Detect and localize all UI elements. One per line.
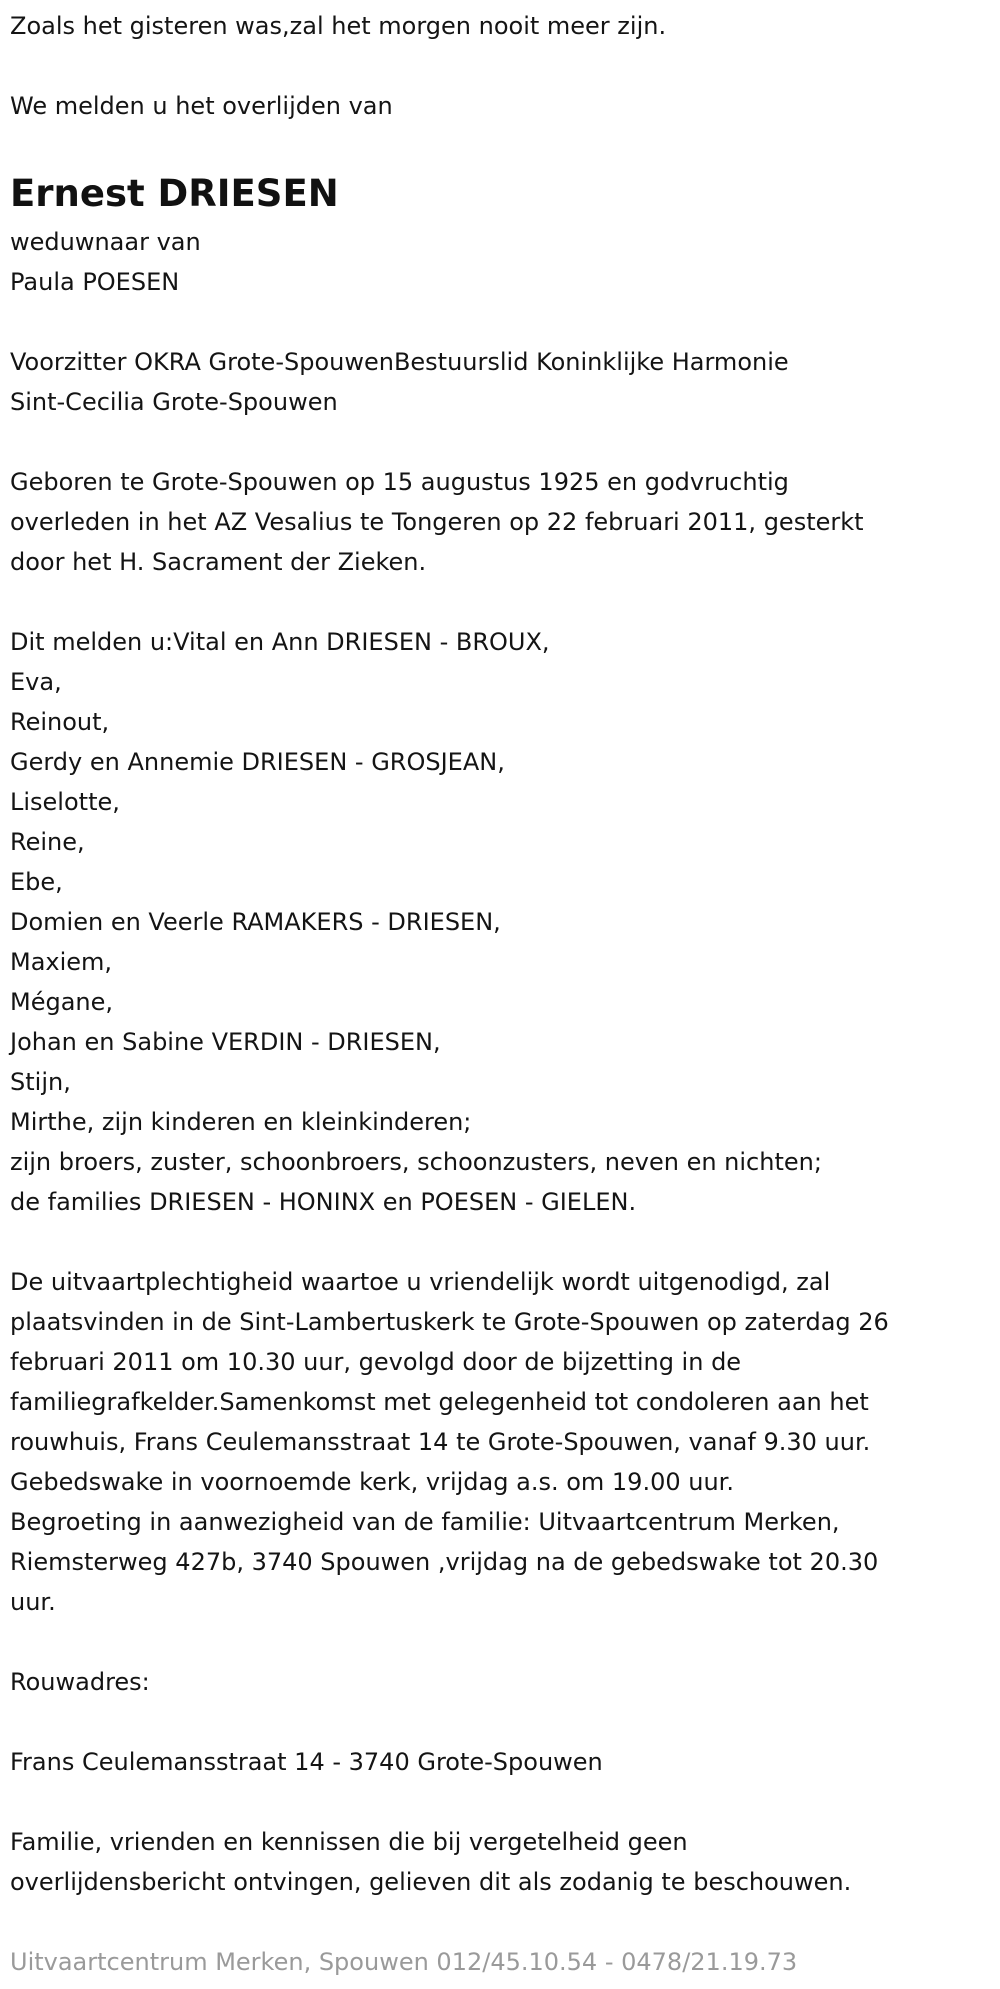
intro-quote: Zoals het gisteren was,zal het morgen nooit meer zijn.: [10, 12, 667, 40]
funeral-line: Riemsterweg 427b, 3740 Spouwen ,vrijdag na de gebedswake tot 20.30: [10, 1548, 879, 1576]
funeral-line: uur.: [10, 1588, 56, 1616]
birth-death-line: door het H. Sacrament der Zieken.: [10, 548, 427, 576]
family-line: Liselotte,: [10, 788, 120, 816]
funeral-line: rouwhuis, Frans Ceulemansstraat 14 te Grote-Spouwen, vanaf 9.30 uur.: [10, 1428, 871, 1456]
family-line: Reinout,: [10, 708, 110, 736]
family-line: Maxiem,: [10, 948, 113, 976]
birth-death-line: overleden in het AZ Vesalius te Tongeren op 22 februari 2011, gesterkt: [10, 508, 864, 536]
funeral-line: Begroeting in aanwezigheid van de familie: Uitvaartcentrum Merken,: [10, 1508, 840, 1536]
funeral-section: [10, 1262, 985, 1622]
family-line: Domien en Veerle RAMAKERS - DRIESEN,: [10, 908, 501, 936]
birth-death-line: Geboren te Grote-Spouwen op 15 augustus 1925 en godvruchtig: [10, 468, 789, 496]
address-label-section: [10, 1662, 985, 1702]
address-value-section: [10, 1742, 985, 1782]
funeral-line: familiegrafkelder.Samenkomst met gelegenheid tot condoleren aan het: [10, 1388, 869, 1416]
family-line: zijn broers, zuster, schoonbroers, schoonzusters, neven en nichten;: [10, 1148, 822, 1176]
obituary-document: [10, 6, 985, 1982]
footer-section: [10, 1942, 985, 1982]
closing-line: Familie, vrienden en kennissen die bij vergetelheid geen: [10, 1828, 688, 1856]
closing-section: [10, 1822, 985, 1902]
family-line: Eva,: [10, 668, 62, 696]
family-line: de families DRIESEN - HONINX en POESEN - GIELEN.: [10, 1188, 637, 1216]
closing-line: overlijdensbericht ontvingen, gelieven dit als zodanig te beschouwen.: [10, 1868, 852, 1896]
family-line: Mégane,: [10, 988, 114, 1016]
family-line: Dit melden u:Vital en Ann DRIESEN - BROUX,: [10, 628, 550, 656]
announce-text: We melden u het overlijden van: [10, 92, 393, 120]
address-value: Frans Ceulemansstraat 14 - 3740 Grote-Spouwen: [10, 1748, 603, 1776]
funeral-line: De uitvaartplechtigheid waartoe u vriendelijk wordt uitgenodigd, zal: [10, 1268, 831, 1296]
relation-text: weduwnaar van: [10, 228, 201, 256]
funeral-line: plaatsvinden in de Sint-Lambertuskerk te Grote-Spouwen op zaterdag 26: [10, 1308, 889, 1336]
family-section: [10, 622, 985, 1222]
deceased-section: [10, 166, 985, 302]
intro-section: [10, 6, 985, 126]
birth-death-section: [10, 462, 985, 582]
roles-section: [10, 342, 985, 422]
funeral-line: Gebedswake in voornoemde kerk, vrijdag a.s. om 19.00 uur.: [10, 1468, 734, 1496]
roles-line: Sint-Cecilia Grote-Spouwen: [10, 388, 338, 416]
family-line: Ebe,: [10, 868, 63, 896]
spouse-name: Paula POESEN: [10, 268, 180, 296]
funeral-home-footer: Uitvaartcentrum Merken, Spouwen 012/45.10.54 - 0478/21.19.73: [10, 1948, 798, 1976]
roles-line: Voorzitter OKRA Grote-SpouwenBestuurslid Koninklijke Harmonie: [10, 348, 789, 376]
family-line: Gerdy en Annemie DRIESEN - GROSJEAN,: [10, 748, 505, 776]
family-line: Stijn,: [10, 1068, 71, 1096]
family-line: Reine,: [10, 828, 85, 856]
address-label: Rouwadres:: [10, 1668, 150, 1696]
deceased-name: Ernest DRIESEN: [10, 172, 339, 215]
family-line: Mirthe, zijn kinderen en kleinkinderen;: [10, 1108, 472, 1136]
funeral-line: februari 2011 om 10.30 uur, gevolgd door de bijzetting in de: [10, 1348, 742, 1376]
family-line: Johan en Sabine VERDIN - DRIESEN,: [10, 1028, 441, 1056]
